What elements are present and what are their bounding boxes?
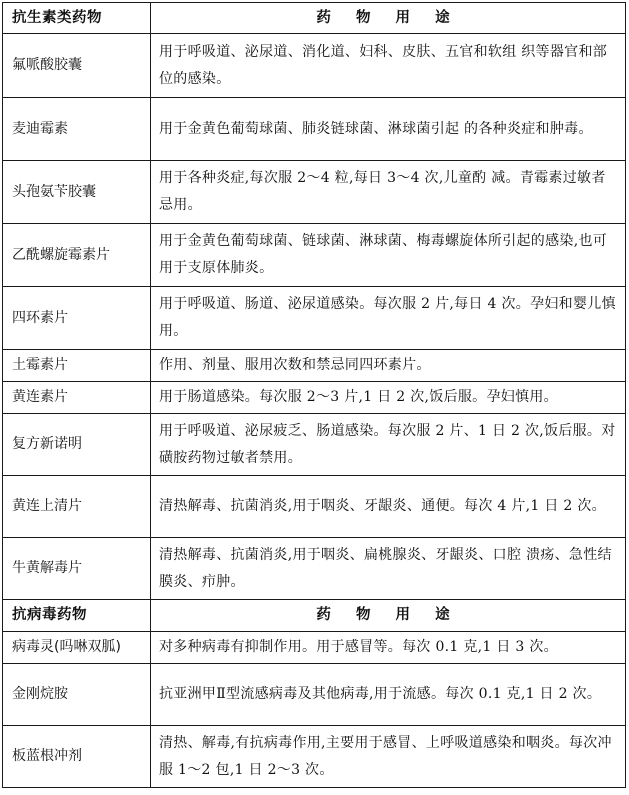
drug-usage: 对多种病毒有抑制作用。用于感冒等。每次 0.1 克,1 日 3 次。 bbox=[151, 632, 626, 664]
drug-name: 土霉素片 bbox=[3, 350, 151, 382]
table-row bbox=[3, 34, 626, 98]
drug-usage: 清热解毒、抗菌消炎,用于咽炎、扁桃腺炎、牙龈炎、口腔 溃疡、急性结膜炎、疖肿。 bbox=[151, 538, 626, 600]
drug-usage: 用于呼吸道、泌尿疲乏、肠道感染。每次服 2 片、1 日 2 次,饭后服。对磺胺药物过敏者禁用。 bbox=[151, 414, 626, 476]
table-row bbox=[3, 98, 626, 161]
table-row bbox=[3, 726, 626, 788]
drug-name: 麦迪霉素 bbox=[3, 98, 151, 161]
antibiotic-category-header: 抗生素类药物 bbox=[3, 3, 151, 34]
table-row bbox=[3, 350, 626, 382]
drug-name: 复方新诺明 bbox=[3, 414, 151, 476]
drug-usage: 用于各种炎症,每次服 2～4 粒,每日 3～4 次,儿童酌 减。青霉素过敏者忌用。 bbox=[151, 161, 626, 224]
table-row bbox=[3, 538, 626, 600]
drug-name: 黄连素片 bbox=[3, 382, 151, 414]
table-row bbox=[3, 287, 626, 350]
drug-usage: 抗亚洲甲Ⅱ型流感病毒及其他病毒,用于流感。每次 0.1 克,1 日 2 次。 bbox=[151, 664, 626, 726]
drug-name: 头孢氨苄胶囊 bbox=[3, 161, 151, 224]
table-row bbox=[3, 664, 626, 726]
drug-usage: 用于呼吸道、泌尿道、消化道、妇科、皮肤、五官和软组 织等器官和部位的感染。 bbox=[151, 34, 626, 98]
drug-name: 板蓝根冲剂 bbox=[3, 726, 151, 788]
table-row bbox=[3, 476, 626, 538]
drug-name: 金刚烷胺 bbox=[3, 664, 151, 726]
drug-name: 乙酰螺旋霉素片 bbox=[3, 224, 151, 287]
drug-usage: 用于金黄色葡萄球菌、肺炎链球菌、淋球菌引起 的各种炎症和肿毒。 bbox=[151, 98, 626, 161]
usage-header: 药 物 用 途 bbox=[151, 3, 626, 34]
drug-name: 黄连上清片 bbox=[3, 476, 151, 538]
table-row bbox=[3, 414, 626, 476]
drug-name: 四环素片 bbox=[3, 287, 151, 350]
usage-header: 药 物 用 途 bbox=[151, 600, 626, 632]
table-row bbox=[3, 224, 626, 287]
antiviral-header-row bbox=[3, 600, 626, 632]
table-row bbox=[3, 161, 626, 224]
antibiotic-header-row bbox=[3, 3, 626, 34]
drug-usage: 清热、解毒,有抗病毒作用,主要用于感冒、上呼吸道感染和咽炎。每次冲服 1～2 包,1 日 2～3 次。 bbox=[151, 726, 626, 788]
drug-usage: 清热解毒、抗菌消炎,用于咽炎、牙龈炎、通便。每次 4 片,1 日 2 次。 bbox=[151, 476, 626, 538]
medicine-table bbox=[2, 2, 626, 788]
drug-name: 氟哌酸胶囊 bbox=[3, 34, 151, 98]
drug-usage: 用于呼吸道、肠道、泌尿道感染。每次服 2 片,每日 4 次。孕妇和婴儿慎用。 bbox=[151, 287, 626, 350]
table-row bbox=[3, 632, 626, 664]
drug-usage: 用于肠道感染。每次服 2～3 片,1 日 2 次,饭后服。孕妇慎用。 bbox=[151, 382, 626, 414]
table-row bbox=[3, 382, 626, 414]
drug-name: 病毒灵(吗啉双胍) bbox=[3, 632, 151, 664]
antiviral-category-header: 抗病毒药物 bbox=[3, 600, 151, 632]
drug-usage: 作用、剂量、服用次数和禁忌同四环素片。 bbox=[151, 350, 626, 382]
drug-name: 牛黄解毒片 bbox=[3, 538, 151, 600]
drug-usage: 用于金黄色葡萄球菌、链球菌、淋球菌、梅毒螺旋体所引起的感染,也可用于支原体肺炎。 bbox=[151, 224, 626, 287]
